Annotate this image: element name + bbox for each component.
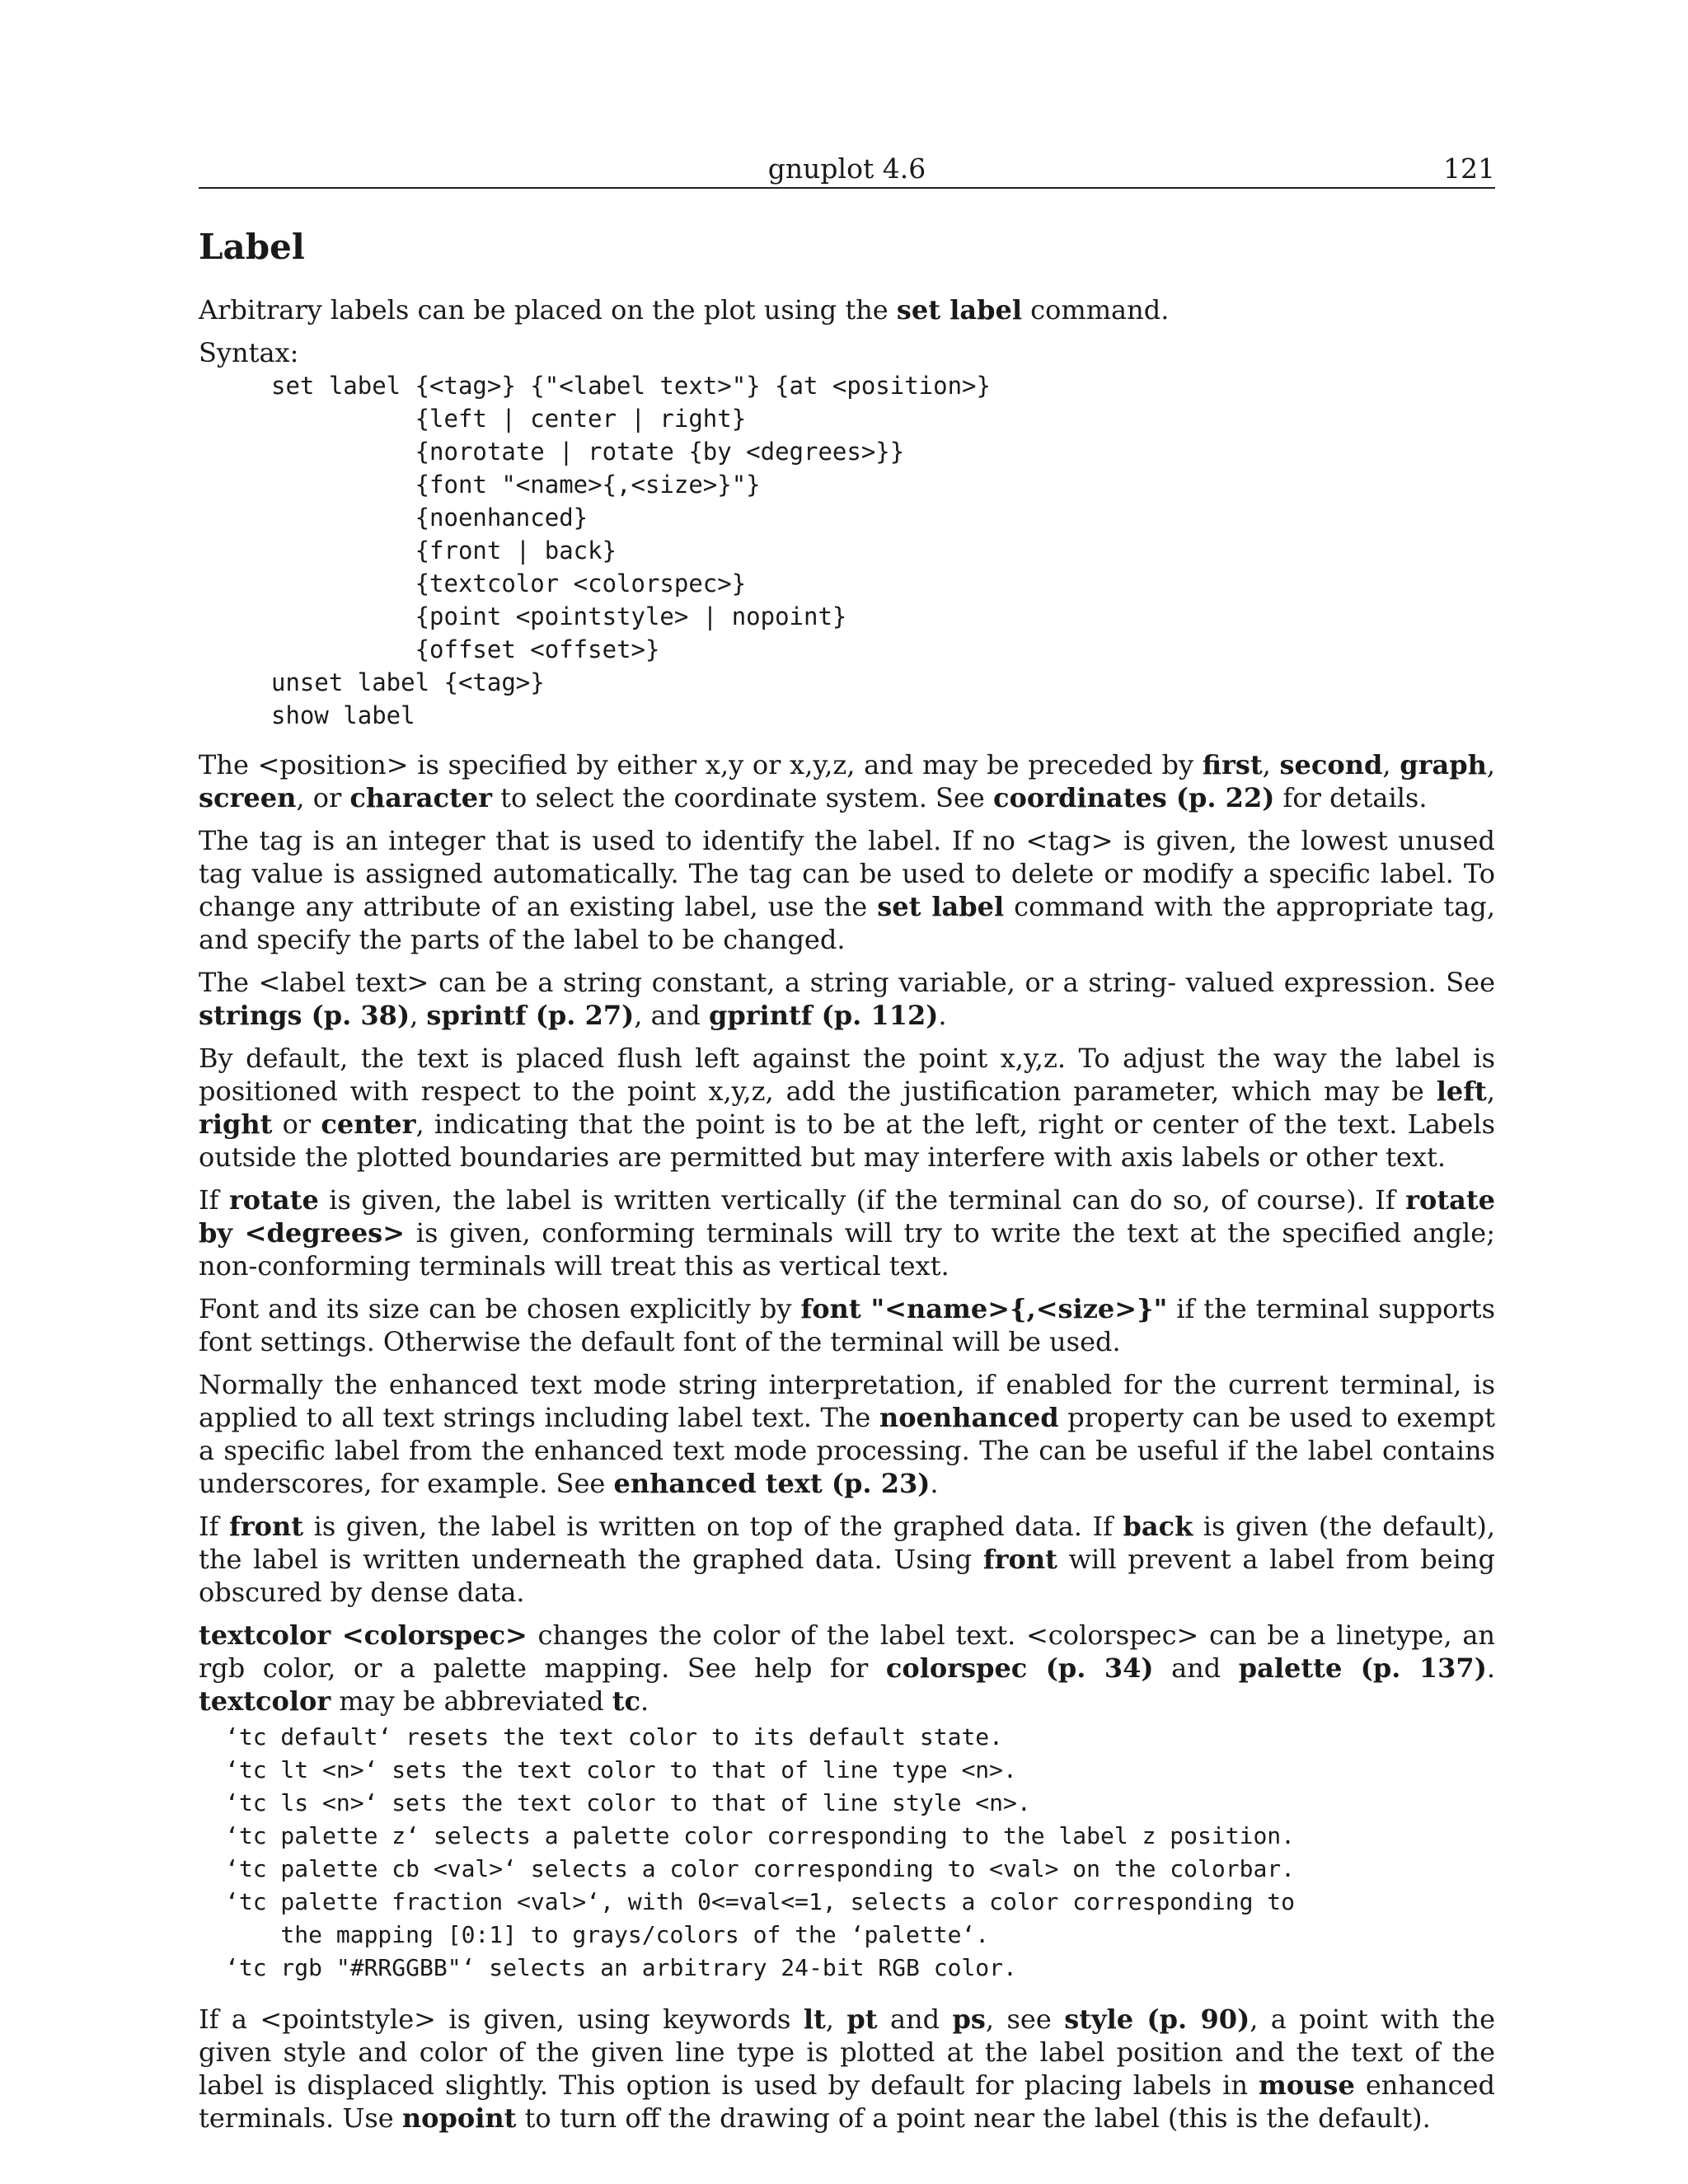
keyword: screen [199,782,297,813]
tc-option: ‘tc palette cb <val>‘ selects a color corresponding to <val> on the colorbar. [225,1855,1296,1882]
code-line: unset label {<tag>} [271,668,545,696]
text: If a <pointstyle> is given, using keywords [199,2004,804,2035]
code-line: {left | center | right} [271,405,747,433]
text: . [1486,1652,1496,1684]
paragraph-rotate [199,1183,1495,1282]
text: if the terminal supports font settings. Otherwise the default font of the terminal will be used. [199,1293,1496,1357]
cross-reference[interactable]: style (p. 90) [1064,2004,1250,2035]
keyword: nopoint [401,2102,517,2134]
keyword: noenhanced [879,1402,1059,1433]
text: is given, the label is written vertically (if the terminal can do so, of course). If [318,1184,1406,1216]
keyword: set label [896,294,1022,326]
keyword: graph [1400,749,1487,780]
syntax-lines [199,369,1495,732]
code-line: set label {<tag>} {"<label text>"} {at <position>} [271,372,991,400]
text: to turn off the drawing of a point near the label (this is the default). [516,2102,1431,2134]
text: changes the color of the label text. <colorspec> can be a linetype, an rgb color, or a palette mapping. See help for [199,1619,1496,1684]
tc-option: ‘tc default‘ resets the text color to its default state. [225,1723,1004,1750]
text: or [272,1108,321,1140]
tc-option: ‘tc palette z‘ selects a palette color corresponding to the label z position. [225,1822,1296,1849]
text: is given, conforming terminals will try to write the text at the specified angle; non-conforming terminals will treat this as vertical text. [199,1217,1496,1282]
paragraph-default [199,1042,1495,1174]
text: . [930,1468,939,1499]
keyword: first [1202,749,1263,780]
keyword: ps [952,2004,986,2035]
text: Font and its size can be chosen explicitly by [199,1293,801,1324]
code-line: {front | back} [271,537,617,565]
paragraph-textcolor [199,1619,1495,1718]
paragraph-enhanced [199,1368,1495,1500]
text: will prevent a label from being obscured by dense data. [199,1544,1496,1608]
header-title: gnuplot 4.6 [767,152,926,185]
text: may be abbreviated [331,1685,612,1717]
text: . [640,1685,649,1717]
keyword: center [321,1108,416,1140]
cross-reference[interactable]: palette (p. 137) [1238,1652,1487,1684]
cross-reference[interactable]: coordinates (p. 22) [993,782,1275,813]
text: , or [296,782,350,813]
cross-reference[interactable]: colorspec (p. 34) [885,1652,1154,1684]
code-line: {textcolor <colorspec>} [271,569,747,598]
keyword: mouse [1258,2069,1355,2101]
tc-option: ‘tc palette fraction <val>‘, with 0<=val<=1, selects a color corresponding to [225,1888,1296,1915]
text: , [1486,1076,1495,1107]
running-header [199,152,1495,189]
keyword: front [982,1544,1057,1575]
tc-option: ‘tc lt <n>‘ sets the text color to that of line type <n>. [225,1756,1017,1783]
code-line: {offset <offset>} [271,635,660,663]
text: . [938,1000,947,1031]
cross-reference[interactable]: enhanced text (p. 23) [613,1468,931,1499]
text: is given (the default), the label is written underneath the graphed data. Using [199,1511,1496,1575]
text: , [1382,749,1400,780]
intro-paragraph [199,293,1495,326]
syntax-label: Syntax: [199,337,299,368]
text: and [877,2004,953,2035]
keyword: font "<name>{,<size>}" [800,1293,1168,1324]
keyword: left [1436,1076,1487,1107]
keyword: textcolor <colorspec> [199,1619,528,1651]
keyword: front [229,1511,304,1542]
text: is given, the label is written on top of the graphed data. If [303,1511,1123,1542]
text: Arbitrary labels can be placed on the plot using the [199,294,897,326]
keyword: right [199,1108,273,1140]
keyword: rotate by <degrees> [199,1184,1496,1249]
text: enhanced terminals. Use [199,2069,1496,2134]
paragraph-front [199,1510,1495,1609]
text: The <position> is specified by either x,y or x,y,z, and may be preceded by [199,749,1203,780]
paragraph-position [199,748,1495,814]
text: , [1262,749,1280,780]
text: If [199,1511,230,1542]
text: to select the coordinate system. See [491,782,994,813]
text: , indicating that the point is to be at the left, right or center of the text. Labels outside the plotted boundaries are permitted but may interfere with axis labels or other text. [199,1108,1496,1173]
paragraph-tag [199,824,1495,956]
keyword: set label [877,891,1005,922]
text: If [199,1184,229,1216]
keyword: pt [846,2004,878,2035]
keyword: rotate [228,1184,319,1216]
cross-reference[interactable]: sprintf (p. 27) [426,1000,635,1031]
text: for details. [1274,782,1428,813]
keyword: textcolor [199,1685,331,1717]
page-number: 121 [1443,152,1495,185]
text: The <label text> can be a string constant, a string variable, or a string- valued expression. See [199,967,1495,998]
cross-reference[interactable]: gprintf (p. 112) [708,1000,939,1031]
keyword: back [1123,1511,1193,1542]
paragraph-font [199,1292,1495,1358]
syntax-code-block [199,369,1495,732]
tc-option: ‘tc rgb "#RRGGBB"‘ selects an arbitrary 24-bit RGB color. [225,1954,1017,1981]
tc-options-list [199,1721,1495,1985]
text: , [825,2004,847,2035]
code-line: show label [271,701,415,729]
text: command with the appropriate tag, and specify the parts of the label to be changed. [199,891,1496,955]
text: Normally the enhanced text mode string interpretation, if enabled for the current terminal, is applied to all text strings including label text. The [199,1369,1495,1433]
text: , [410,1000,427,1031]
text: The tag is an integer that is used to identify the label. If no <tag> is given, the lowest unused tag value is assigned automatically. The tag can be used to delete or modify a specific label. To change any attribute of an existing label, use the [199,825,1495,922]
text: command. [1021,294,1170,326]
code-line: {point <pointstyle> | nopoint} [271,602,847,630]
text: By default, the text is placed flush left against the point x,y,z. To adjust the way the label is positioned with respect to the point x,y,z, add the justification parameter, which may be [199,1043,1495,1107]
text: , [1486,749,1496,780]
text: , and [634,1000,709,1031]
cross-reference[interactable]: strings (p. 38) [199,1000,410,1031]
code-line: {font "<name>{,<size>}"} [271,471,761,499]
text: , a point with the given style and color of the given line type is plotted at the label position and the text of the label is displaced slightly. This option is used by default for placing labels in [199,2004,1496,2101]
code-line: {norotate | rotate {by <degrees>}} [271,438,905,466]
paragraph-label-text [199,966,1495,1032]
keyword: second [1279,749,1383,780]
keyword: character [349,782,492,813]
text: and [1153,1652,1239,1684]
text: , see [985,2004,1065,2035]
keyword: lt [803,2004,826,2035]
section-title: Label [199,227,305,267]
tc-option: ‘tc ls <n>‘ sets the text color to that of line style <n>. [225,1789,1031,1816]
page-content [199,224,1495,2144]
paragraph-pointstyle [199,2003,1495,2135]
text: property can be used to exempt a specific label from the enhanced text mode processing. The can be useful if the label contains underscores, for example. See [199,1402,1496,1499]
tc-option: the mapping [0:1] to grays/colors of the ‘palette‘. [225,1921,990,1948]
keyword: tc [612,1685,641,1717]
code-line: {noenhanced} [271,504,588,532]
